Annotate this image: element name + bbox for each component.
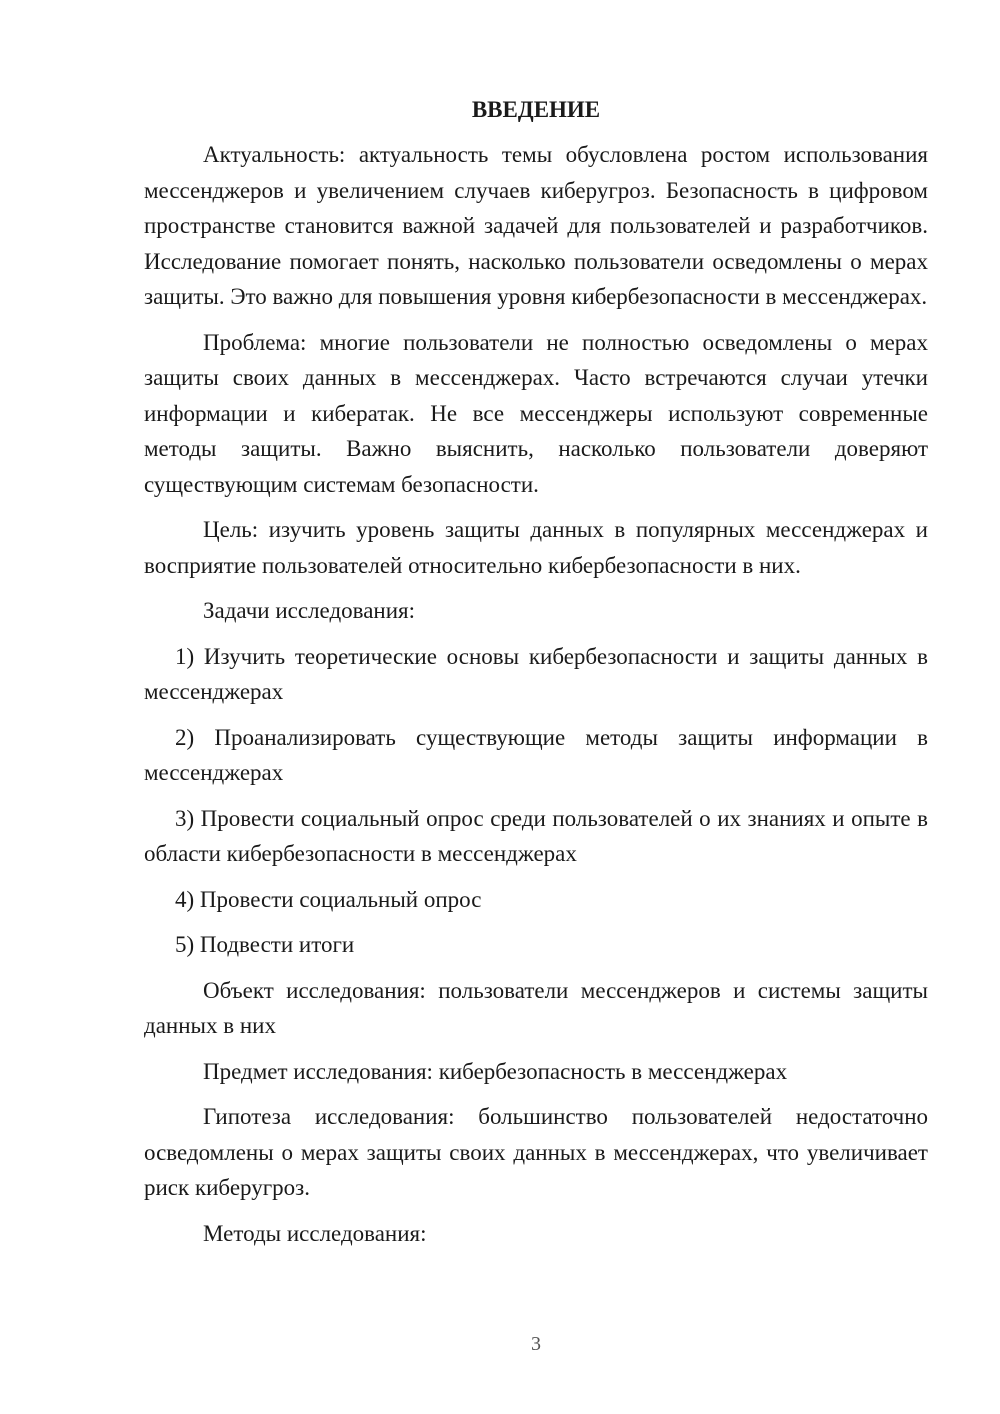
relevance-paragraph: Актуальность: актуальность темы обусловлена ростом использования мессенджеров и увеличением случаев киберугроз. Безопасность в цифровом пространстве становится важной задачей для пользователей и разработчиков. Исследование помогает понять, насколько пользователи осведомлены о мерах защиты. Это важно для повышения уровня кибербезопасности в мессенджерах. — [144, 142, 928, 309]
subject-paragraph: Предмет исследования: кибербезопасность в мессенджерах — [203, 1058, 788, 1084]
task-item-3: 3) Провести социальный опрос среди пользователей о их знаниях и опыте в области кибербезопасности в мессенджерах — [144, 805, 928, 866]
methods-paragraph: Методы исследования: — [203, 1220, 427, 1246]
problem-paragraph: Проблема: многие пользователи не полностью осведомлены о мерах защиты своих данных в мессенджерах. Часто встречаются случаи утечки информации и кибератак. Не все мессенджеры используют современные методы защиты. Важно выяснить, насколько пользователи доверяют существующим системам безопасности. — [144, 329, 928, 497]
task-item-1: 1) Изучить теоретические основы кибербезопасности и защиты данных в мессенджерах — [144, 643, 928, 704]
tasks-heading-paragraph: Задачи исследования: — [203, 598, 416, 623]
task-item-2: 2) Проанализировать существующие методы защиты информации в мессенджерах — [144, 724, 928, 785]
page-content — [144, 94, 928, 1261]
task-item-5: 5) Подвести итоги — [175, 932, 355, 957]
page-number: 3 — [531, 1333, 541, 1355]
hypothesis-paragraph: Гипотеза исследования: большинство пользователей недостаточно осведомлены о мерах защиты своих данных в мессенджерах, что увеличивает риск киберугроз. — [144, 1104, 928, 1200]
goal-paragraph: Цель: изучить уровень защиты данных в популярных мессенджерах и восприятие пользователей относительно кибербезопасности в них. — [144, 517, 928, 578]
task-item-4: 4) Провести социальный опрос — [175, 886, 482, 912]
section-heading: ВВЕДЕНИЕ — [471, 97, 601, 122]
object-paragraph: Объект исследования: пользователи мессенджеров и системы защиты данных в них — [144, 977, 928, 1038]
